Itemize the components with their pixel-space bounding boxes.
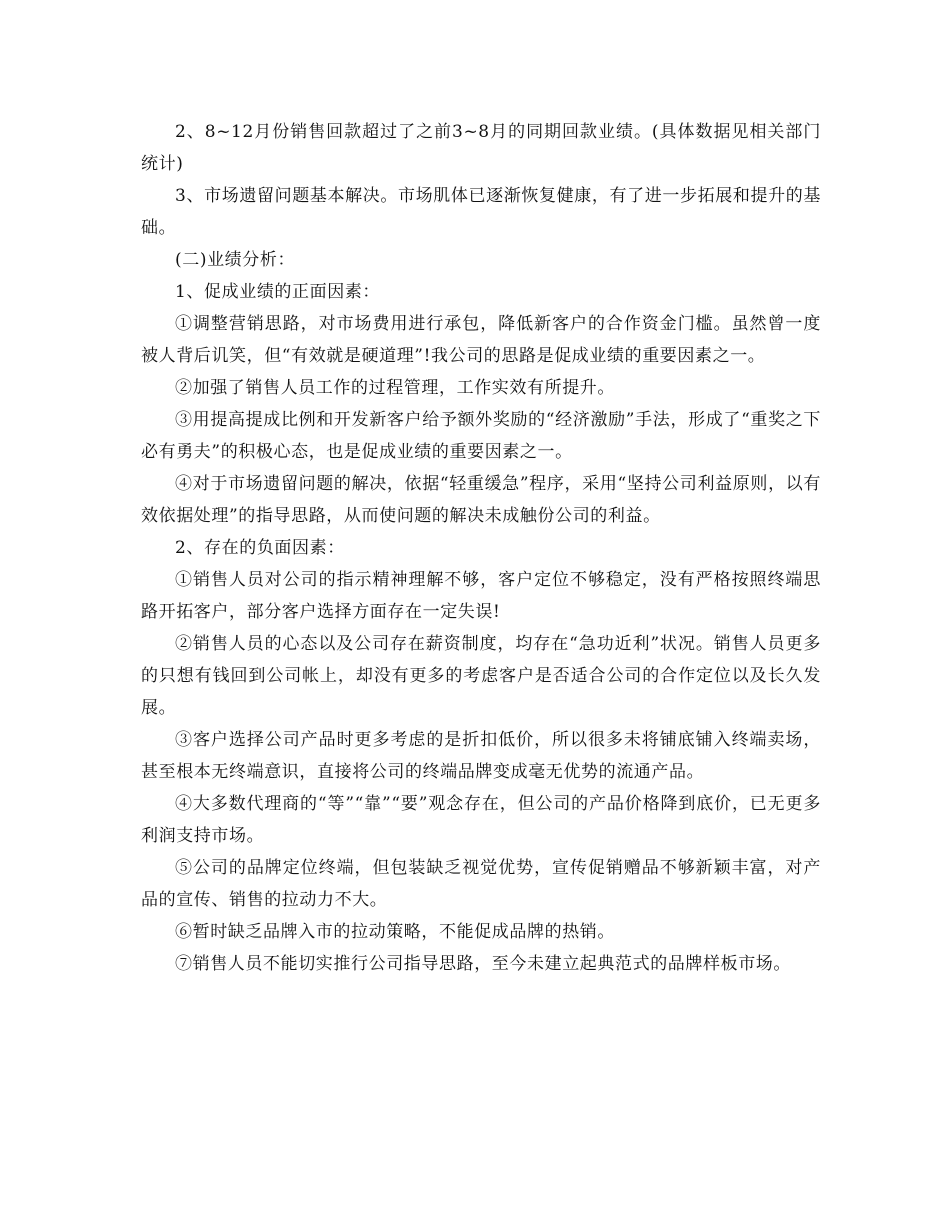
- positive-factor-3: ③用提高提成比例和开发新客户给予额外奖励的“经济激励”手法，形成了“重奖之下必有勇夫”的积极心态，也是促成业绩的重要因素之一。: [141, 410, 821, 462]
- negative-factor-3: ③客户选择公司产品时更多考虑的是折扣低价，所以很多未将铺底铺入终端卖场，甚至根本无终端意识，直接将公司的终端品牌变成毫无优势的流通产品。: [141, 730, 821, 782]
- subheading-positive-factors: 1、促成业绩的正面因素：: [175, 282, 381, 302]
- section-heading-performance-analysis: (二)业绩分析：: [175, 250, 296, 270]
- subheading-negative-factors: 2、存在的负面因素：: [175, 538, 345, 558]
- negative-factor-2: ②销售人员的心态以及公司存在薪资制度，均存在“急功近利”状况。销售人员更多的只想有钱回到公司帐上，却没有更多的考虑客户是否适合公司的合作定位以及长久发展。: [141, 634, 821, 718]
- negative-factor-5: ⑤公司的品牌定位终端，但包装缺乏视觉优势，宣传促销赠品不够新颖丰富，对产品的宣传、销售的拉动力不大。: [141, 858, 821, 910]
- negative-factor-7: ⑦销售人员不能切实推行公司指导思路，至今未建立起典范式的品牌样板市场。: [175, 954, 791, 974]
- paragraph-sales-collection: 2、8~12月份销售回款超过了之前3~8月的同期回款业绩。(具体数据见相关部门统计): [141, 122, 821, 174]
- positive-factor-4: ④对于市场遗留问题的解决，依据“轻重缓急”程序，采用“坚持公司利益原则，以有效依据处理”的指导思路，从而使问题的解决未成触份公司的利益。: [141, 474, 821, 526]
- positive-factor-1: ①调整营销思路，对市场费用进行承包，降低新客户的合作资金门槛。虽然曾一度被人背后讥笑，但“有效就是硬道理”!我公司的思路是促成业绩的重要因素之一。: [141, 314, 821, 366]
- paragraph-market-issues-resolved: 3、市场遗留问题基本解决。市场肌体已逐渐恢复健康，有了进一步拓展和提升的基础。: [141, 186, 821, 238]
- document-body: [141, 116, 821, 980]
- negative-factor-4: ④大多数代理商的“等”“靠”“要”观念存在，但公司的产品价格降到底价，已无更多利润支持市场。: [141, 794, 821, 846]
- positive-factor-2: ②加强了销售人员工作的过程管理，工作实效有所提升。: [175, 378, 615, 398]
- negative-factor-6: ⑥暂时缺乏品牌入市的拉动策略，不能促成品牌的热销。: [175, 922, 615, 942]
- negative-factor-1: ①销售人员对公司的指示精神理解不够，客户定位不够稳定，没有严格按照终端思路开拓客户，部分客户选择方面存在一定失误!: [141, 570, 821, 622]
